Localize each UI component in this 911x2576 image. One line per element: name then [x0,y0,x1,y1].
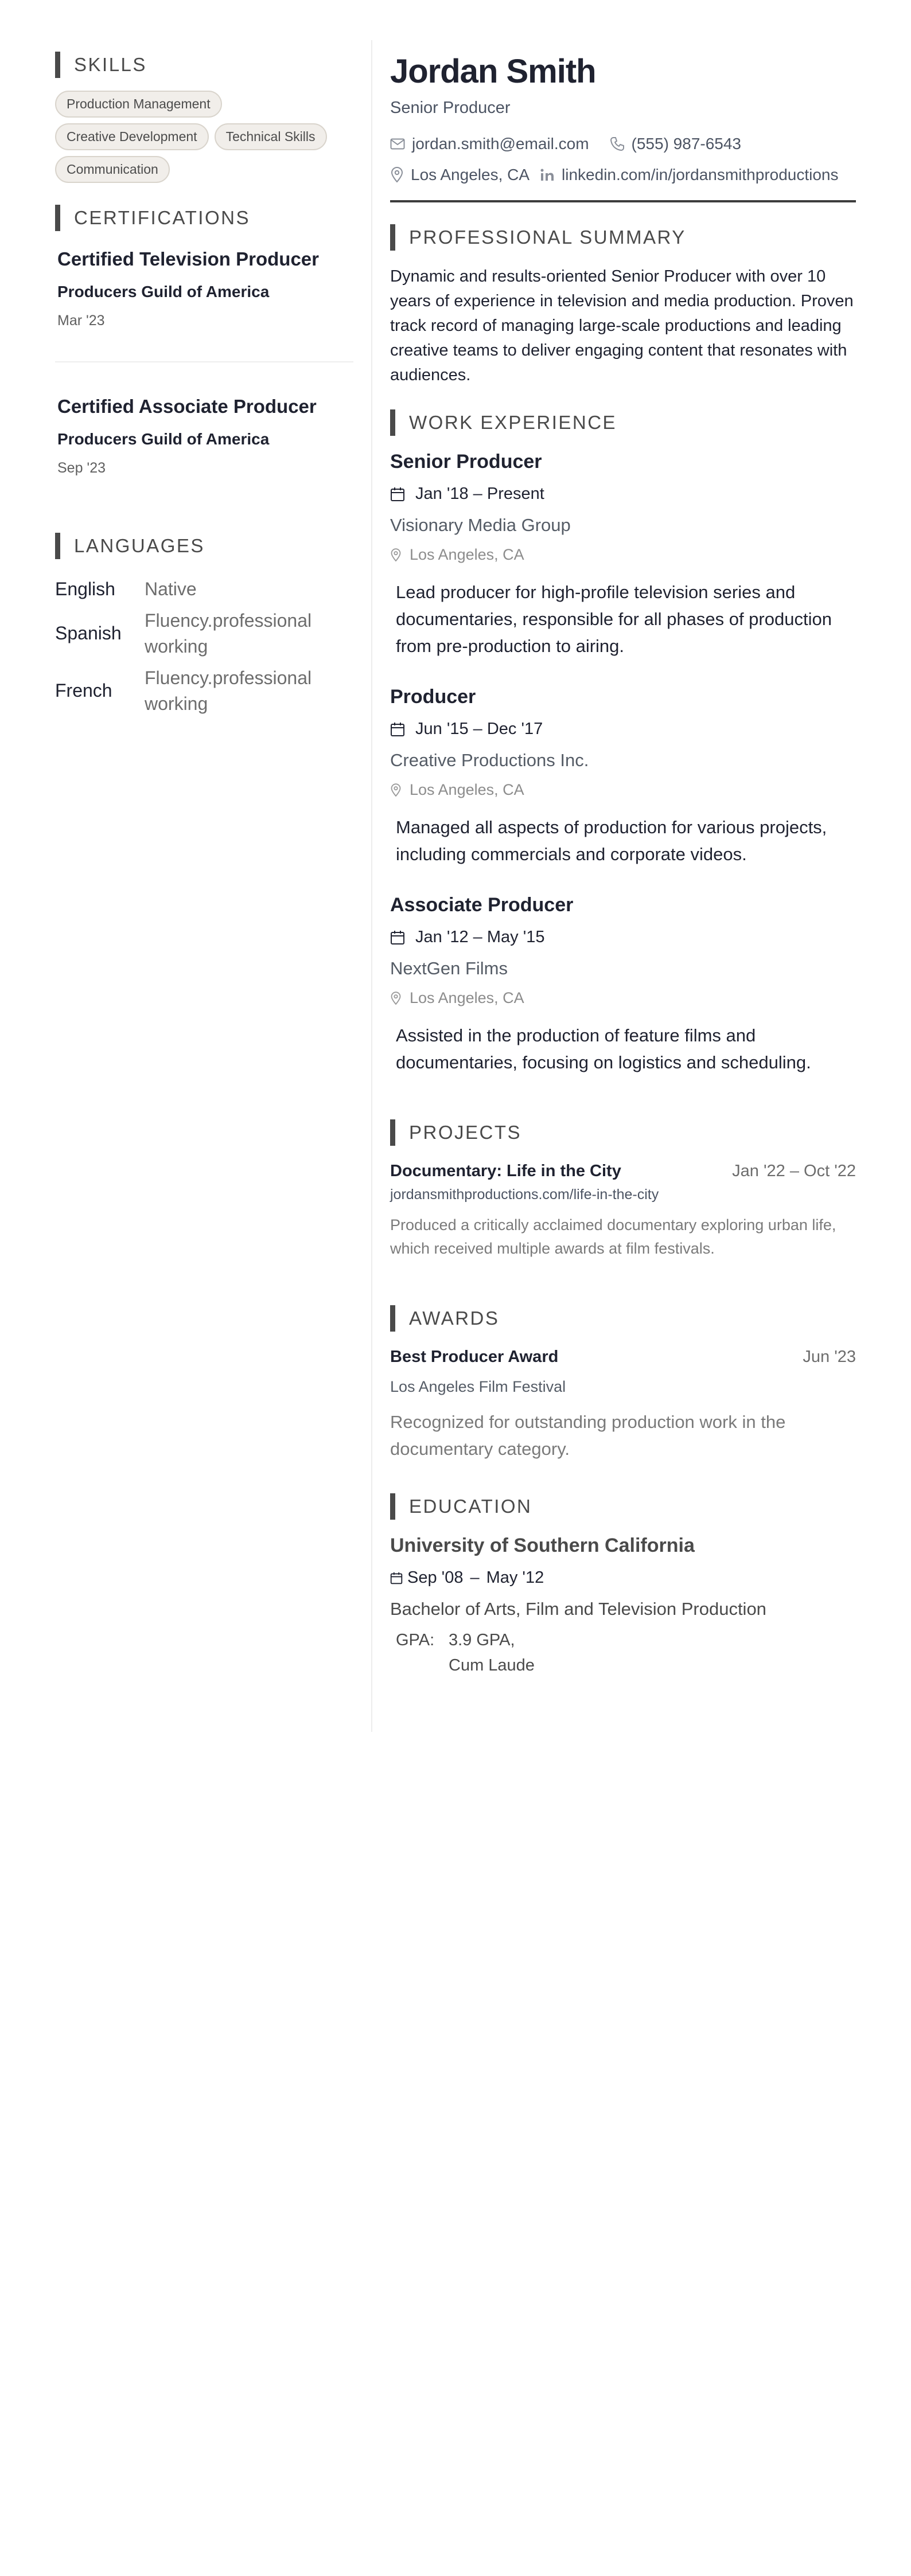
job-company: NextGen Films [390,958,508,978]
certification-date: Sep '23 [57,460,106,476]
linkedin-icon [540,168,555,182]
education-dates [390,1568,856,1587]
job-dates [390,928,856,947]
project-link[interactable]: jordansmithproductions.com/life-in-the-city [390,1186,659,1203]
award-entry [390,1348,856,1462]
job-location [390,546,856,564]
location-pin-icon [390,548,402,562]
education-start: Sep '08 [407,1568,464,1587]
project-date: Jan '22 – Oct '22 [732,1162,856,1180]
calendar-icon [390,487,405,502]
section-title: WORK EXPERIENCE [409,412,617,433]
gpa-value: 3.9 GPA, [449,1631,515,1649]
certification-org: Producers Guild of America [57,430,270,448]
language-row [55,665,353,717]
section-accent-bar [55,533,60,559]
skill-chip: Production Management [55,91,222,118]
contact-phone[interactable] [610,135,741,153]
job-company: Creative Productions Inc. [390,750,589,770]
section-title: SKILLS [74,54,147,75]
award-header [390,1348,856,1367]
certification-org: Producers Guild of America [57,283,270,300]
job-title: Producer [390,686,476,708]
project-description: Produced a critically acclaimed documentary exploring urban life, which received multiple awards at film festivals. [390,1216,836,1257]
skills-list [55,91,353,183]
job-title: Senior Producer [390,451,542,473]
contact-row [390,166,856,184]
project-entry [390,1162,856,1260]
gpa-note: Cum Laude [449,1656,535,1675]
right-column [390,52,856,1678]
job-dates-text: Jan '12 – May '15 [415,928,545,946]
location-pin-icon [390,783,402,797]
awards-heading [390,1305,856,1332]
candidate-role: Senior Producer [390,99,511,117]
job-location-text: Los Angeles, CA [410,546,524,563]
job-description: Assisted in the production of feature films and documentaries, focusing on logistics and scheduling. [396,1025,811,1072]
job-dates [390,720,856,739]
email-text: jordan.smith@email.com [412,135,589,153]
job-dates-text: Jun '15 – Dec '17 [415,720,543,738]
job-location-text: Los Angeles, CA [410,781,524,798]
award-date: Jun '23 [803,1348,856,1366]
languages-list [55,576,353,717]
project-title: Documentary: Life in the City [390,1162,621,1180]
linkedin-text: linkedin.com/in/jordansmithproductions [562,166,839,184]
section-accent-bar [390,1119,395,1146]
phone-icon [610,136,625,151]
job-description: Lead producer for high-profile television series and documentaries, responsible for all phases of production from pre-production to airing. [396,582,832,656]
language-level: Native [145,579,197,599]
left-column [55,52,353,717]
job-location [390,989,856,1007]
job-location-text: Los Angeles, CA [410,989,524,1006]
job-entry [390,451,856,659]
certification-item [55,248,353,329]
projects-heading [390,1119,856,1146]
summary-text: Dynamic and results-oriented Senior Producer with over 10 years of experience in television and media production. Proven track record of managing large-scale productions and leading creative teams to deliver engaging content that resonates with audiences. [390,267,854,384]
job-entry [390,894,856,1076]
section-accent-bar [390,224,395,251]
language-row [55,608,353,659]
section-accent-bar [55,52,60,78]
job-title: Associate Producer [390,894,574,916]
job-dates [390,485,856,504]
contact-email[interactable] [390,135,589,153]
language-name: Spanish [55,623,122,643]
education-school: University of Southern California [390,1535,695,1556]
certification-title: Certified Associate Producer [57,396,317,417]
phone-text: (555) 987-6543 [631,135,742,153]
job-dates-text: Jan '18 – Present [415,485,544,503]
job-entry [390,686,856,868]
education-entry [390,1535,856,1678]
column-divider [371,40,372,1732]
location-pin-icon [390,167,404,183]
education-end: May '12 [486,1568,544,1587]
section-title: PROFESSIONAL SUMMARY [409,227,686,248]
section-accent-bar [390,1305,395,1332]
certification-title: Certified Television Producer [57,248,320,270]
contact-row [390,135,856,153]
languages-heading [55,533,353,559]
skill-chip: Technical Skills [215,123,327,150]
contact-location [390,166,530,184]
experience-heading [390,409,856,436]
gpa-label: GPA: [396,1631,435,1649]
calendar-icon [390,722,405,737]
section-accent-bar [55,205,60,231]
language-level: Fluency.professional working [145,610,312,657]
language-name: English [55,579,115,599]
date-separator: – [470,1568,480,1587]
location-text: Los Angeles, CA [411,166,530,184]
section-title: AWARDS [409,1307,500,1329]
skill-chip: Creative Development [55,123,209,150]
calendar-icon [390,930,405,945]
education-gpa [390,1627,856,1678]
award-description: Recognized for outstanding production work in the documentary category. [390,1412,786,1459]
mail-icon [390,138,405,150]
project-header [390,1162,856,1181]
certification-item [55,396,353,477]
skill-chip: Communication [55,156,170,183]
education-degree: Bachelor of Arts, Film and Television Production [390,1599,766,1619]
certification-divider [55,361,353,362]
section-title: LANGUAGES [74,535,205,556]
section-title: CERTIFICATIONS [74,207,250,228]
header-divider [390,200,856,202]
certification-date: Mar '23 [57,313,105,329]
language-level: Fluency.professional working [145,668,312,714]
skills-heading [55,52,353,78]
section-title: PROJECTS [409,1122,522,1143]
education-heading [390,1493,856,1520]
section-accent-bar [390,1493,395,1520]
certifications-heading [55,205,353,231]
job-location [390,781,856,799]
section-accent-bar [390,409,395,436]
award-title: Best Producer Award [390,1348,559,1366]
summary-heading [390,224,856,251]
job-description: Managed all aspects of production for various projects, including commercials and corporate videos. [396,817,827,864]
calendar-icon [390,1572,403,1584]
location-pin-icon [390,992,402,1005]
candidate-name: Jordan Smith [390,53,596,90]
contact-linkedin[interactable] [540,166,838,184]
language-row [55,576,353,602]
job-company: Visionary Media Group [390,515,571,535]
award-org: Los Angeles Film Festival [390,1378,566,1395]
language-name: French [55,680,112,701]
gpa-details [449,1627,535,1678]
section-title: EDUCATION [409,1496,532,1517]
